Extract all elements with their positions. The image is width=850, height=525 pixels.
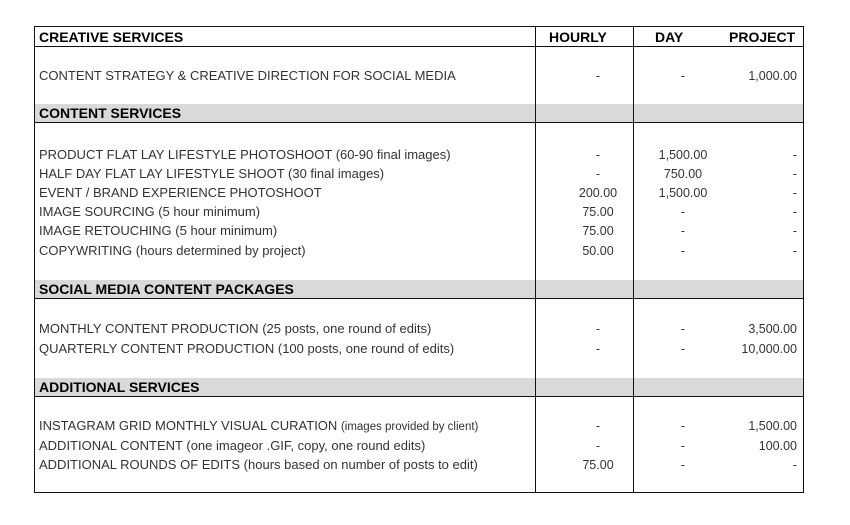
day-rate: - — [680, 244, 686, 258]
project-rate: - — [792, 244, 797, 258]
service-description — [39, 242, 306, 260]
service-note: (100 posts, one round of edits) — [277, 341, 455, 356]
day-rate: - — [680, 322, 686, 336]
service-note: (25 posts, one round of edits) — [262, 321, 432, 336]
service-description — [39, 146, 451, 164]
service-note: (5 hour minimum) — [158, 204, 261, 219]
header-project: PROJECT — [729, 29, 796, 45]
day-rate: - — [680, 458, 686, 472]
project-rate: - — [792, 148, 797, 162]
service-note: (images provided by client) — [340, 421, 479, 433]
hourly-rate: 50.00 — [582, 244, 614, 258]
day-rate: - — [680, 224, 686, 238]
hourly-rate: 75.00 — [582, 458, 614, 472]
project-rate: - — [792, 458, 797, 472]
header-day: DAY — [655, 29, 684, 45]
service-note: (60-90 final images) — [335, 147, 451, 162]
hourly-rate: - — [595, 148, 601, 162]
day-rate: 750.00 — [663, 167, 703, 181]
service-name: HALF DAY FLAT LAY LIFESTYLE SHOOT — [39, 166, 285, 181]
service-name: MONTHLY CONTENT PRODUCTION — [39, 321, 259, 336]
day-rate: 1,500.00 — [658, 186, 708, 200]
service-description — [39, 67, 456, 85]
service-description — [39, 222, 277, 240]
service-name: EVENT / BRAND EXPERIENCE PHOTOSHOOT — [39, 185, 322, 200]
section-header-divider — [35, 396, 803, 397]
service-name: CONTENT STRATEGY & CREATIVE DIRECTION FOR SOCIAL MEDIA — [39, 68, 456, 83]
header-divider — [35, 46, 803, 47]
project-rate: 100.00 — [758, 439, 797, 453]
day-rate: 1,500.00 — [658, 148, 708, 162]
hourly-rate: - — [595, 342, 601, 356]
service-note: (hours determined by project) — [135, 243, 306, 258]
project-rate: 10,000.00 — [741, 342, 797, 356]
column-divider-1 — [535, 27, 536, 492]
day-rate: - — [680, 342, 686, 356]
service-name: INSTAGRAM GRID MONTHLY VISUAL CURATION — [39, 418, 338, 433]
service-name: PRODUCT FLAT LAY LIFESTYLE PHOTOSHOOT — [39, 147, 333, 162]
service-name: QUARTERLY CONTENT PRODUCTION — [39, 341, 275, 356]
section-title: SOCIAL MEDIA CONTENT PACKAGES — [39, 281, 294, 297]
service-note: (one imageor .GIF, copy, one round edits) — [186, 438, 426, 453]
section-title: CONTENT SERVICES — [39, 105, 182, 121]
header-creative-services: CREATIVE SERVICES — [39, 29, 184, 45]
section-header-divider — [35, 298, 803, 299]
project-rate: - — [792, 224, 797, 238]
service-description — [39, 417, 478, 436]
hourly-rate: - — [595, 69, 601, 83]
project-rate: - — [792, 205, 797, 219]
project-rate: - — [792, 167, 797, 181]
hourly-rate: 200.00 — [578, 186, 618, 200]
project-rate: 1,500.00 — [748, 419, 797, 433]
service-name: IMAGE RETOUCHING — [39, 223, 172, 238]
hourly-rate: - — [595, 322, 601, 336]
service-name: ADDITIONAL ROUNDS OF EDITS — [39, 457, 241, 472]
service-description — [39, 165, 384, 183]
section-header-divider — [35, 122, 803, 123]
service-description — [39, 184, 322, 202]
service-description — [39, 456, 478, 474]
project-rate: 3,500.00 — [748, 322, 797, 336]
hourly-rate: 75.00 — [582, 224, 614, 238]
service-description — [39, 437, 425, 455]
service-name: COPYWRITING — [39, 243, 133, 258]
hourly-rate: - — [595, 419, 601, 433]
service-description — [39, 203, 260, 221]
header-hourly: HOURLY — [549, 29, 607, 45]
service-note: (5 hour minimum) — [175, 223, 278, 238]
service-note: (hours based on number of posts to edit) — [243, 457, 478, 472]
hourly-rate: - — [595, 439, 601, 453]
day-rate: - — [680, 69, 686, 83]
day-rate: - — [680, 419, 686, 433]
service-name: ADDITIONAL CONTENT — [39, 438, 183, 453]
service-name: IMAGE SOURCING — [39, 204, 155, 219]
day-rate: - — [680, 439, 686, 453]
hourly-rate: 75.00 — [582, 205, 614, 219]
column-divider-2 — [633, 27, 634, 492]
service-note: (30 final images) — [288, 166, 385, 181]
price-list-table — [34, 26, 804, 493]
service-description — [39, 340, 454, 358]
service-description — [39, 320, 431, 338]
hourly-rate: - — [595, 167, 601, 181]
project-rate: - — [792, 186, 797, 200]
section-title: ADDITIONAL SERVICES — [39, 379, 200, 395]
project-rate: 1,000.00 — [748, 69, 797, 83]
day-rate: - — [680, 205, 686, 219]
